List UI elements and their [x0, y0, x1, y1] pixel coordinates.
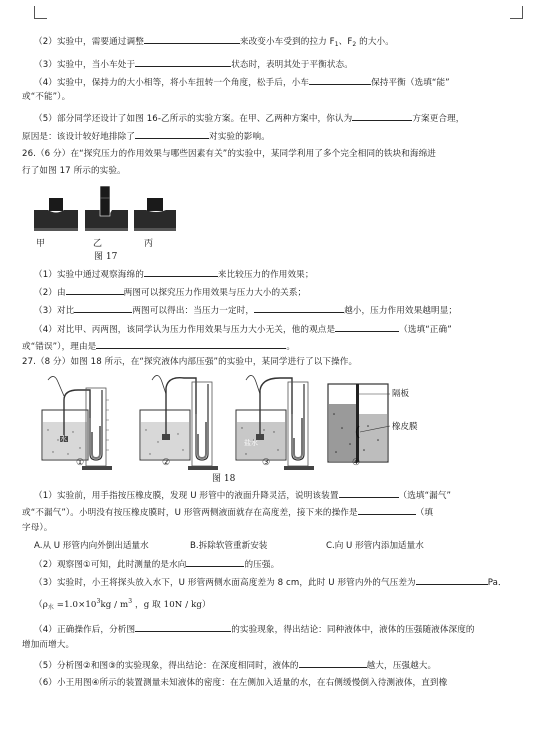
fig18-membrane-label: 橡皮膜: [392, 422, 418, 432]
q25-4-line: （4）实验中，保持力的大小相等，将小车扭转一个角度，松手后，小车 保持平衡（选填“能”: [0, 75, 541, 89]
q27-3-line: （3）实验时，小王将探头放入水下，U 形管两侧水面高度差为 8 cm，此时 U 形管内外的气压差为 Pa．: [0, 575, 541, 589]
answer-blank[interactable]: [135, 622, 231, 632]
fig18-number-1: ①: [76, 458, 85, 468]
apparatus-1: [42, 376, 112, 470]
q27-6-line: （6）小王用图④所示的装置测量未知液体的密度：在左侧加入适量的水，在右侧缓慢倒入待测液体，直到橡: [34, 678, 448, 688]
q27-1-line: （1）实验前，用手指按压橡皮膜，发现 U 形管中的液面升降灵活，说明该装置 （选填“漏气”: [0, 488, 541, 502]
choice-a[interactable]: A.从 U 形管内向外倒出适量水: [34, 541, 149, 551]
answer-blank[interactable]: [135, 129, 209, 139]
answer-blank[interactable]: [299, 658, 367, 668]
q25-3-line: （3）实验中，当小车处于 状态时，表明其处于平衡状态。: [0, 57, 541, 71]
q27-4-line-2: 增加而增大。: [22, 640, 75, 650]
q26-1-line: （1）实验中通过观察海绵的 来比较压力的作用效果；: [0, 267, 541, 281]
q26-stem: 26.（6 分）在“探究压力的作用效果与哪些因素有关”的实验中，某同学利用了多个完全相同的铁块和海绵进: [22, 149, 436, 159]
q26-4-line: （4）对比甲、丙两图，该同学认为压力作用效果与压力大小无关，他的观点是 （选填“正确”: [0, 322, 541, 336]
q25-5-line-2: 原因是：该设计较好地排除了 对实验的影响。: [0, 129, 541, 143]
fig17-label-yi: 乙: [93, 239, 103, 249]
answer-blank[interactable]: [416, 575, 488, 585]
fig18-number-3: ③: [262, 458, 271, 468]
answer-blank[interactable]: [74, 303, 132, 313]
figure-18: [28, 370, 428, 480]
answer-blank[interactable]: [339, 488, 399, 498]
q25-4-line-2: 或“不能”）。: [22, 92, 71, 102]
fig17-caption: 图 17: [94, 252, 118, 262]
fig18-number-2: ②: [162, 458, 171, 468]
answer-blank[interactable]: [352, 111, 412, 121]
fig18-caption: 图 18: [212, 474, 236, 484]
answer-blank[interactable]: [358, 505, 416, 515]
q26-2-line: （2）由 两图可以探究压力作用效果与压力大小的关系；: [0, 285, 541, 299]
answer-blank[interactable]: [135, 57, 231, 67]
apparatus-4: [328, 384, 390, 462]
choice-c[interactable]: C.向 U 形管内添加适量水: [326, 541, 424, 551]
answer-blank[interactable]: [254, 303, 344, 313]
answer-blank[interactable]: [66, 285, 124, 295]
q27-4-line: （4）正确操作后，分析图 的实验现象，得出结论：同种液体中，液体的压强随液体深度的: [0, 622, 541, 636]
sponge-yi: [85, 186, 128, 231]
fig18-label-water: 水: [60, 435, 67, 443]
q27-stem: 27.（8 分）如图 18 所示，在“探究液体内部压强”的实验中，某同学进行了以下操作。: [22, 357, 358, 367]
answer-blank[interactable]: [335, 322, 399, 332]
fig18-partition-label: 隔板: [392, 389, 410, 399]
answer-blank[interactable]: [309, 75, 371, 85]
q25-2-line: （2）实验中，需要通过调整 来改变小车受到的拉力 $F_1$、$F_2$ 的大小。: [0, 34, 541, 51]
q27-3-constants: （$\rho_水 =1.0\times 10^3kg / m^3$ ，g 取 10N / kg）: [34, 598, 211, 611]
sponge-jia: [34, 198, 78, 231]
figure-17: [30, 184, 180, 256]
fig17-label-bing: 丙: [144, 239, 154, 249]
q27-2-line: （2）观察图①可知，此时测量的是水向 的压强。: [0, 557, 541, 571]
apparatus-3: [236, 375, 314, 470]
q27-1-line-2: 或“不漏气”）。小明没有按压橡皮膜时，U 形管两侧液面就存在高度差，接下来的操作是 （填: [0, 505, 541, 519]
crop-mark-top-right: [510, 6, 523, 19]
answer-blank[interactable]: [186, 557, 244, 567]
q25-5-line: （5）部分同学还设计了如图 16-乙所示的实验方案。在甲、乙两种方案中，你认为 方案更合理，: [0, 111, 541, 125]
q26-4-line-2: 或“错误”），理由是 。: [0, 339, 541, 353]
sponge-bing: [134, 198, 176, 231]
answer-blank[interactable]: [144, 34, 240, 44]
fig17-label-jia: 甲: [36, 239, 46, 249]
crop-mark-top-left: [34, 6, 47, 19]
answer-blank[interactable]: [96, 339, 286, 349]
q27-1-line-3: 字母）。: [22, 523, 53, 533]
q26-3-line: （3）对比 两图可以得出：当压力一定时， 越小，压力作用效果越明显；: [0, 303, 541, 317]
apparatus-2: [140, 375, 218, 470]
fig18-number-4: ④: [352, 458, 361, 468]
q27-5-line: （5）分析图②和图③的实验现象，得出结论：在深度相同时，液体的 越大，压强越大。: [0, 658, 541, 672]
answer-blank[interactable]: [144, 267, 218, 277]
choice-b[interactable]: B.拆除软管重新安装: [190, 541, 268, 551]
fig18-label-salt-water: 盐水: [244, 439, 258, 447]
q26-stem-2: 行了如图 17 所示的实验。: [22, 166, 126, 176]
